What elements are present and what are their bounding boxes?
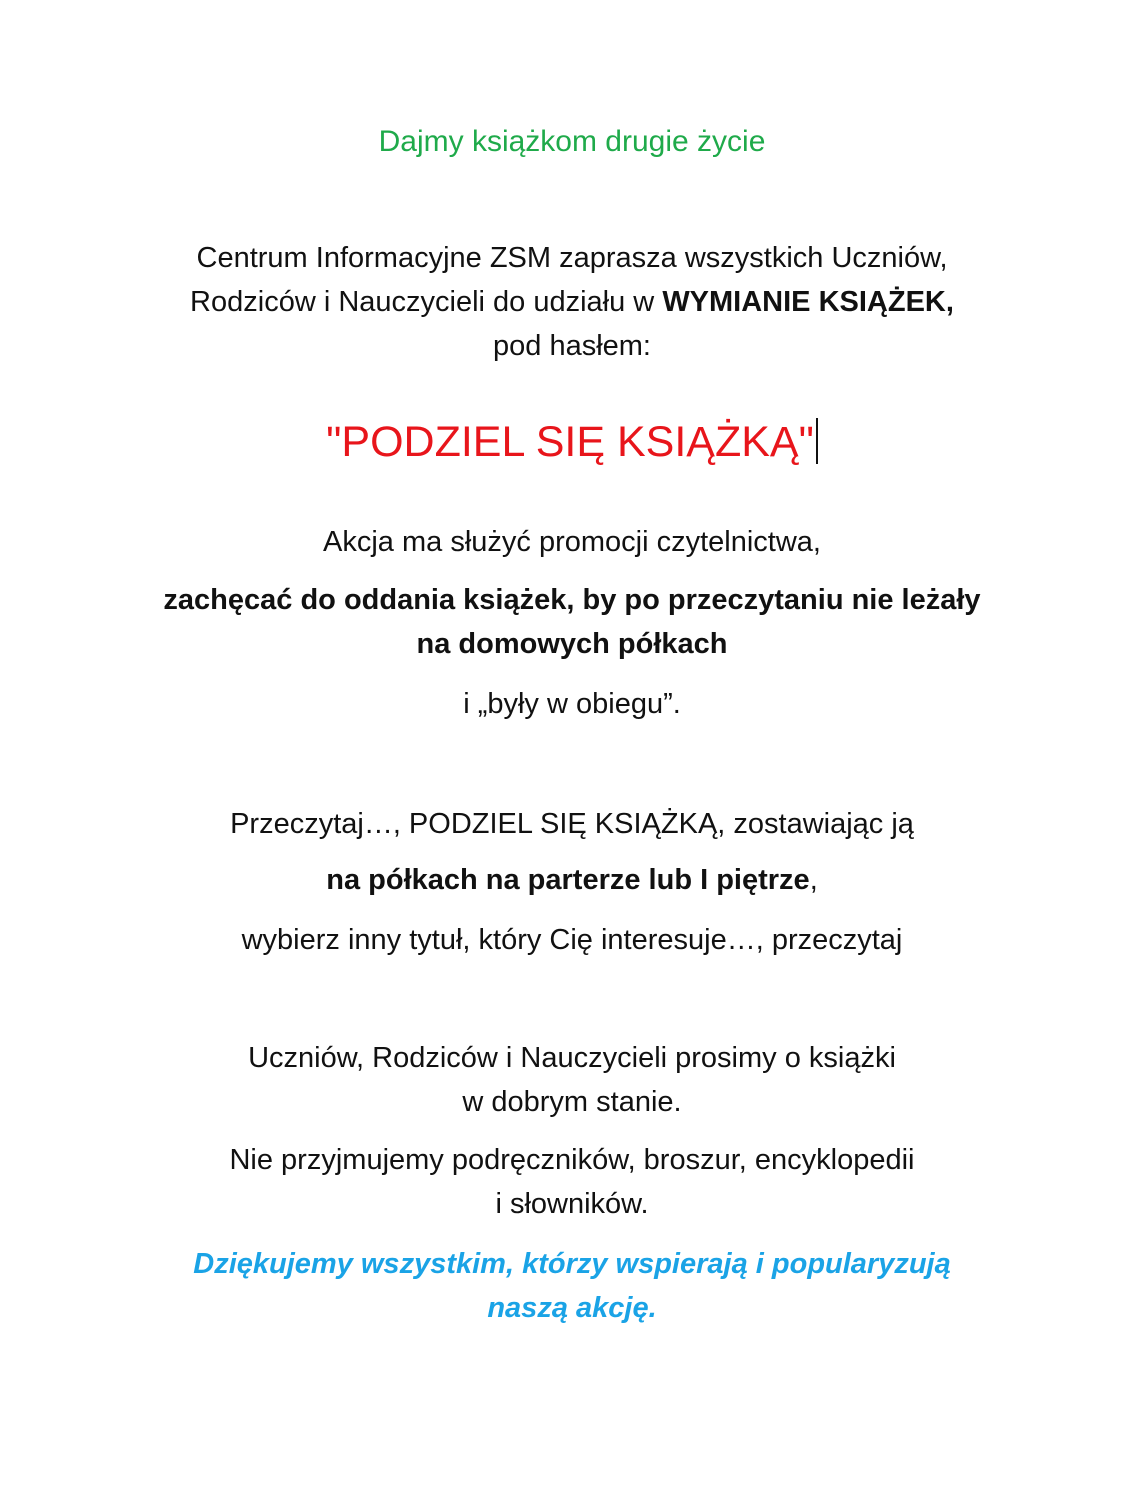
shelf-location-emphasis: na półkach na parterze lub I piętrze	[326, 864, 810, 896]
document-title: Dajmy książkom drugie życie	[378, 125, 766, 158]
intro-line-3: pod hasłem:	[493, 330, 651, 362]
purpose-line-4: i „były w obiegu”.	[463, 688, 681, 720]
slogan-line	[0, 412, 1144, 472]
request-line-1: Uczniów, Rodziców i Nauczycieli prosimy o książki	[248, 1042, 896, 1074]
instructions-line-1: Przeczytaj…, PODZIEL SIĘ KSIĄŻKĄ, zostawiając ją	[230, 808, 914, 840]
text-cursor	[816, 418, 818, 464]
request-line-2: w dobrym stanie.	[462, 1086, 682, 1118]
intro-line-1: Centrum Informacyjne ZSM zaprasza wszystkich Uczniów,	[196, 242, 948, 274]
request-line-4: i słowników.	[495, 1188, 649, 1220]
purpose-line-1: Akcja ma służyć promocji czytelnictwa,	[323, 526, 821, 558]
instructions-line-2	[0, 858, 1144, 902]
thanks-line-1: Dziękujemy wszystkim, którzy wspierają i popularyzują	[193, 1248, 951, 1280]
purpose-line-2: zachęcać do oddania książek, by po przeczytaniu nie leżały	[163, 584, 981, 616]
instructions-comma: ,	[809, 864, 818, 896]
thanks-line-2: naszą akcję.	[487, 1292, 657, 1324]
instructions-line-3: wybierz inny tytuł, który Cię interesuje…, przeczytaj	[241, 924, 903, 956]
intro-line-2	[0, 280, 1144, 324]
purpose-line-3: na domowych półkach	[416, 628, 728, 660]
intro-line-2-text: Rodziców i Nauczycieli do udziału w	[190, 286, 663, 318]
slogan: "PODZIEL SIĘ KSIĄŻKĄ"	[326, 418, 814, 466]
book-exchange-emphasis: WYMIANIE KSIĄŻEK,	[662, 286, 954, 318]
request-line-3: Nie przyjmujemy podręczników, broszur, encyklopedii	[229, 1144, 915, 1176]
